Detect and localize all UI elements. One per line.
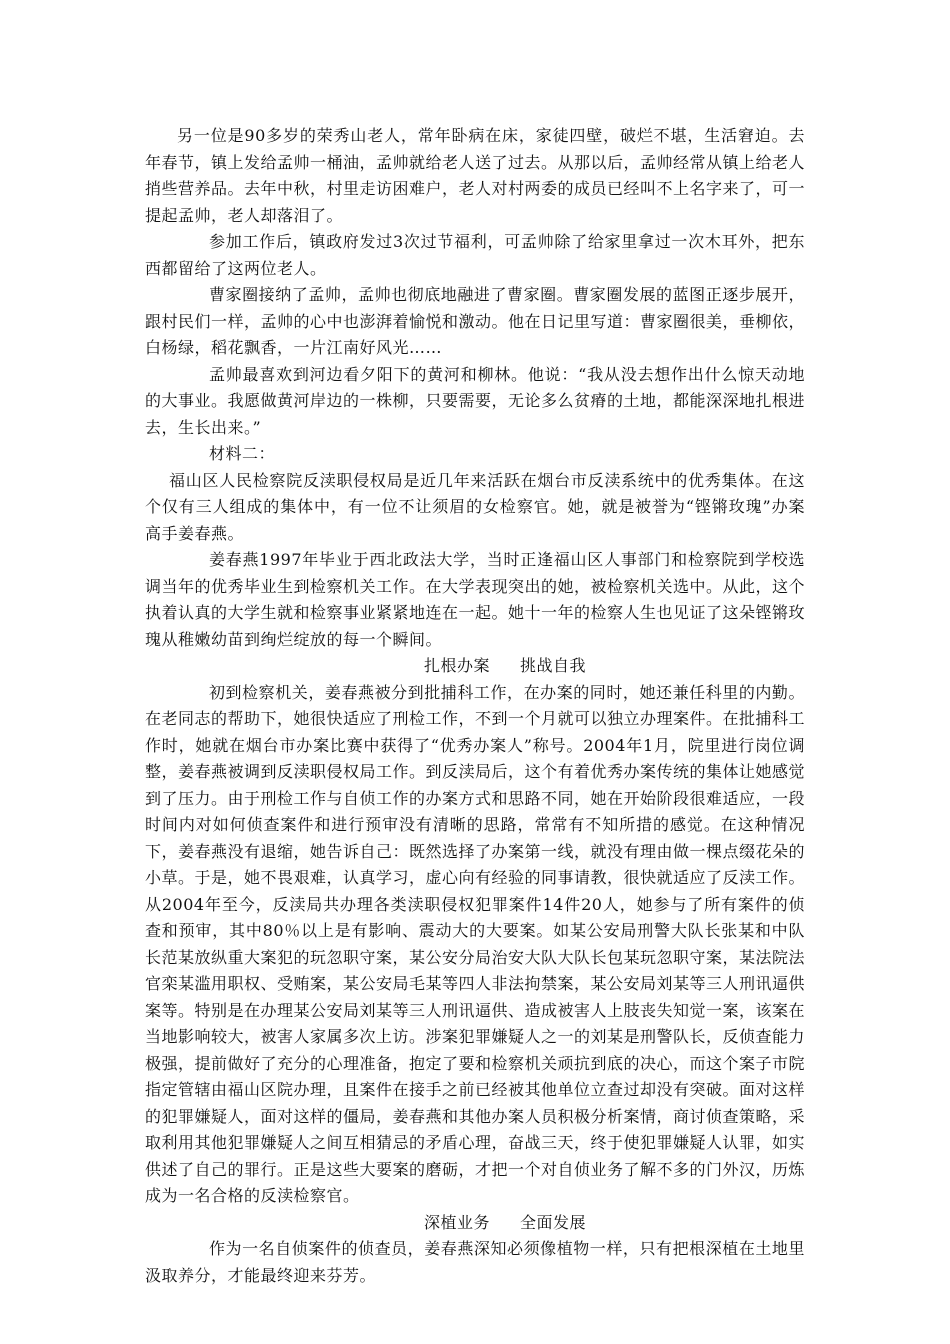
paragraph: 曹家圈接纳了孟帅，孟帅也彻底地融进了曹家圈。曹家圈发展的蓝图正逐步展开，跟村民们一样，孟帅的心中也澎湃着愉悦和激动。他在日记里写道：曹家圈很美，垂柳依，白杨绿，稻花飘香，一片江南好风光…… — [145, 285, 806, 357]
document-body — [145, 123, 805, 1289]
section-heading — [145, 653, 805, 680]
material-label: 材料二： — [209, 444, 276, 463]
paragraph: 福山区人民检察院反渎职侵权局是近几年来活跃在烟台市反渎系统中的优秀集体。在这个仅有三人组成的集体中，有一位不让须眉的女检察官。她，就是被誉为“铿锵玫瑰”办案高手姜春燕。 — [145, 470, 805, 543]
paragraph: 另一位是90多岁的荣秀山老人，常年卧病在床，家徒四壁，破烂不堪，生活窘迫。去年春节，镇上发给孟帅一桶油，孟帅就给老人送了过去。从那以后，孟帅经常从镇上给老人捎些营养品。去年中秋，村里走访困难户，老人对村两委的成员已经叫不上名字来了，可一提起孟帅，老人却落泪了。 — [145, 126, 806, 225]
section-heading-right: 挑战自我 — [520, 656, 587, 675]
section-heading-left: 扎根办案 — [423, 656, 490, 675]
section-heading-right: 全面发展 — [520, 1212, 587, 1232]
paragraph: 作为一名自侦案件的侦查员，姜春燕深知必须像植物一样，只有把根深植在土地里汲取养分，才能最终迎来芬芳。 — [145, 1239, 805, 1285]
paragraph: 孟帅最喜欢到河边看夕阳下的黄河和柳林。他说：“我从没去想作出什么惊天动地的大事业。我愿做黄河岸边的一株柳，只要需要，无论多么贫瘠的土地，都能深深地扎根进去，生长出来。” — [145, 364, 806, 437]
section-heading-left: 深植业务 — [423, 1212, 490, 1232]
paragraph: 参加工作后，镇政府发过3次过节福利，可孟帅除了给家里拿过一次木耳外，把东西都留给了这两位老人。 — [145, 232, 805, 278]
section-heading — [145, 1210, 805, 1237]
paragraph: 姜春燕1997年毕业于西北政法大学，当时正逢福山区人事部门和检察院到学校选调当年的优秀毕业生到检察机关工作。在大学表现突出的她，被检察机关选中。从此，这个执着认真的大学生就和检察事业紧紧地连在一起。她十一年的检察人生也见证了这朵铿锵玫瑰从稚嫩幼苗到绚烂绽放的每一个瞬间。 — [145, 550, 806, 649]
paragraph: 初到检察机关，姜春燕被分到批捕科工作，在办案的同时，她还兼任科里的内勤。在老同志的帮助下，她很快适应了刑检工作，不到一个月就可以独立办理案件。在批捕科工作时，她就在烟台市办案比赛中获得了“优秀办案人”称号。2004年1月，院里进行岗位调整，姜春燕被调到反渎职侵权局工作。到反渎局后，这个有着优秀办案传统的集体让她感觉到了压力。由于刑检工作与自侦工作的办案方式和思路不同，她在开始阶段很难适应，一段时间内对如何侦查案件和进行预审没有清晰的思路，常常有不知所措的感觉。在这种情况下，姜春燕没有退缩，她告诉自己：既然选择了办案第一线，就没有理由做一棵点缀花朵的小草。于是，她不畏艰难，认真学习，虚心向有经验的同事请教，很快就适应了反渎工作。从2004年至今，反渎局共办理各类渎职侵权犯罪案件14件20人，她参与了所有案件的侦查和预审，其中80％以上是有影响、震动大的大要案。如某公安局刑警大队长张某和中队长范某放纵重大案犯的玩忽职守案，某公安分局治安大队大队长包某玩忽职守案，某法院法官栾某滥用职权、受贿案，某公安局毛某等四人非法拘禁案，某公安局刘某等三人刑讯逼供案等。特别是在办理某公安局刘某等三人刑讯逼供、造成被害人上肢丧失知觉一案，该案在当地影响较大，被害人家属多次上访。涉案犯罪嫌疑人之一的刘某是刑警队长，反侦查能力极强，提前做好了充分的心理准备，抱定了要和检察机关顽抗到底的决心，而这个案子市院指定管辖由福山区院办理，且案件在接手之前已经被其他单位立查过却没有突破。面对这样的犯罪嫌疑人，面对这样的僵局，姜春燕和其他办案人员积极分析案情，商讨侦查策略，采取利用其他犯罪嫌疑人之间互相猜忌的矛盾心理，奋战三天，终于使犯罪嫌疑人认罪，如实供述了自己的罪行。正是这些大要案的磨砺，才把一个对自侦业务了解不多的门外汉，历炼成为一名合格的反渎检察官。 — [145, 682, 806, 1205]
